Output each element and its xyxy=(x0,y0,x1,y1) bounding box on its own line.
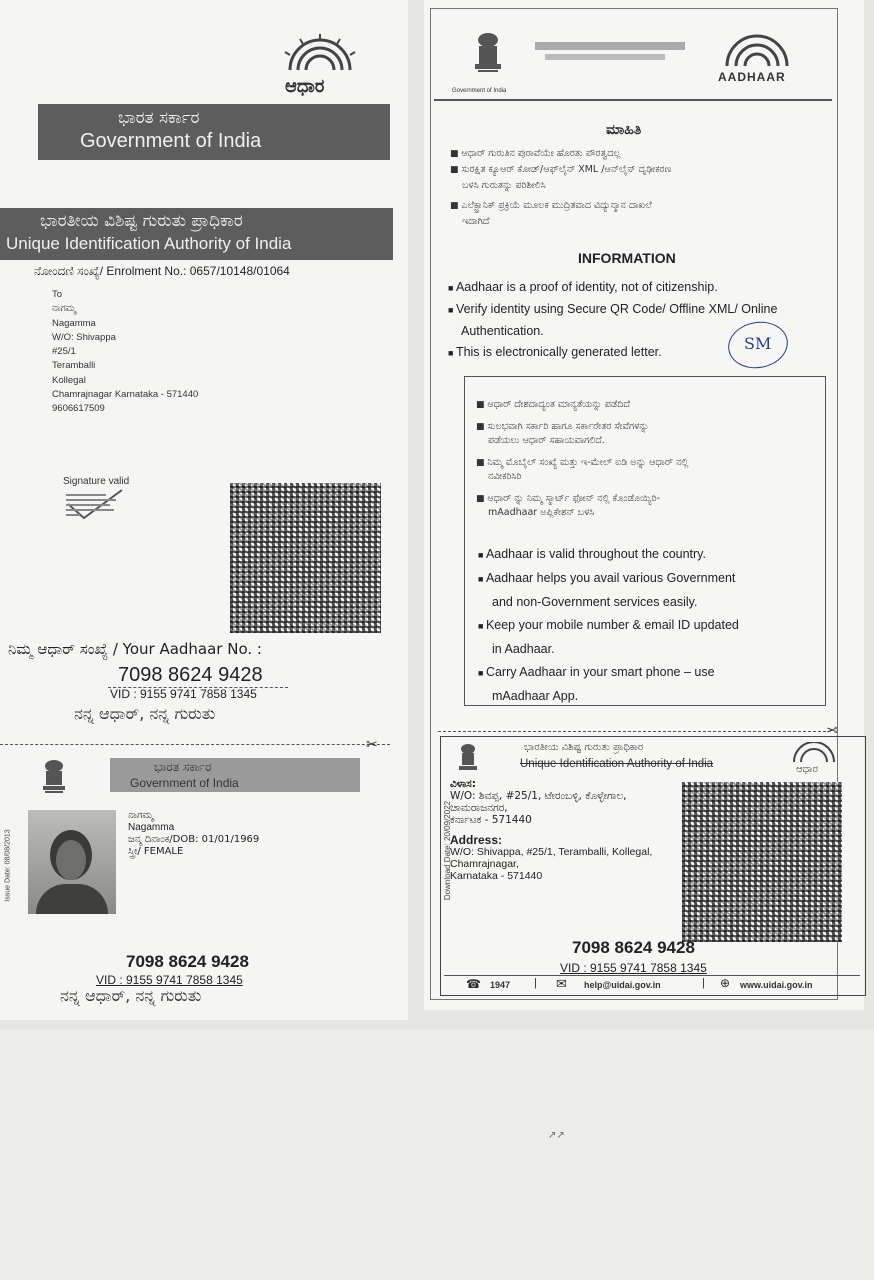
card-holder-details xyxy=(128,810,259,858)
qr-code-right xyxy=(682,782,842,942)
your-aadhaar-label: ನಿಮ್ಮ ಆಧಾರ್ ಸಂಖ್ಯೆ / Your Aadhaar No. : xyxy=(8,640,262,658)
card-back-address xyxy=(450,778,652,882)
footer-divider: | xyxy=(534,977,537,989)
aadhaar-number: 7098 8624 9428 xyxy=(118,664,263,686)
aadhaar-wordmark: AADHAAR xyxy=(718,70,786,84)
signature-check-icon xyxy=(62,488,142,522)
box-en-item: ■ Aadhaar helps you avail various Government xyxy=(478,567,739,591)
box-en-list xyxy=(478,543,739,708)
gov-kn: ಭಾರತ ಸರ್ಕಾರ xyxy=(118,108,200,128)
issue-date: Issue Date: 08/08/2013 xyxy=(4,829,12,902)
aadhaar-logo-icon xyxy=(270,30,370,80)
card-back-uidai-en: Unique Identification Authority of India xyxy=(520,758,714,770)
footer-divider: | xyxy=(702,977,705,989)
kn-info-item: ■ ಸುರಕ್ಷಿತ ಕ್ಯೂಆರ್ ಕೋಡ್/ಆಫ್‌ಲೈನ್ XML /ಆನ್‌ಲೈನ್ ದೃಢೀಕರಣ xyxy=(450,162,671,178)
uidai-kn: ಭಾರತೀಯ ವಿಶಿಷ್ಟ ಗುರುತು ಪ್ರಾಧಿಕಾರ xyxy=(40,211,243,231)
redacted-text xyxy=(545,54,665,60)
box-kn-item: ■ ಆಧಾರ್ ದೇಶದಾದ್ಯಂತ ಮಾನ್ಯತೆಯನ್ನು ಪಡೆದಿದೆ xyxy=(476,398,688,412)
addr-kn-label: ವಿಳಾಸ: xyxy=(450,778,476,790)
handwritten-initials-text: SM xyxy=(744,334,772,353)
box-kn-item: ■ ಆಧಾರ್ ನ್ನು ನಿಮ್ಮ ಸ್ಮಾರ್ಟ್ ಫೋನ್ ನಲ್ಲಿ ಕೊಂಡೊಯ್ಯಿರಿ- xyxy=(476,492,688,506)
address-line: Teramballi xyxy=(52,360,96,372)
addr-kn-line: W/O: ಶಿವಪ್ಪ, #25/1, ಟೇರಂಬಳ್ಳಿ, ಕೊಳ್ಳೇಗಾಲ, xyxy=(450,790,627,802)
kn-info-item: ■ ಆಧಾರ್ ಗುರುತಿನ ಪುರಾವೆಯೇ ಹೊರತು ಪೌರತ್ವದಲ್ಲ xyxy=(450,146,671,162)
name-kn: ನಾಗಮ್ಮ xyxy=(128,810,154,821)
card-back-uidai-kn: ಭಾರತೀಯ ವಿಶಿಷ್ಟ ಗುರುತು ಪ್ರಾಧಿಕಾರ xyxy=(524,742,644,753)
dob: ಜನ್ಮ ದಿನಾಂಕ/DOB: 01/01/1969 xyxy=(128,834,260,845)
phone-icon: ☎ xyxy=(466,977,481,991)
address-line: To xyxy=(52,289,63,300)
scissors-icon: ✂ xyxy=(366,736,378,752)
header-rule xyxy=(434,99,832,101)
name-en: Nagamma xyxy=(128,822,175,833)
box-kn-item: ■ ನಿಮ್ಮ ಮೊಬೈಲ್ ಸಂಖ್ಯೆ ಮತ್ತು ಇ-ಮೇಲ್ ಐಡಿ ಅನ್ನು ಆಧಾರ್ ನಲ್ಲಿ xyxy=(476,456,688,470)
card-front-gov-banner xyxy=(110,758,360,792)
emblem-icon xyxy=(457,742,479,774)
card-slogan: ನನ್ನ ಆಧಾರ್, ನನ್ನ ಗುರುತು xyxy=(60,986,202,1005)
info-item: Authentication. xyxy=(461,324,544,338)
cut-line-right xyxy=(438,731,826,732)
card-gov-kn: ಭಾರತ ಸರ್ಕಾರ xyxy=(154,760,212,774)
card-back-vid: VID : 9155 9741 7858 1345 xyxy=(560,961,707,975)
signature-label: Signature valid xyxy=(63,476,130,487)
box-en-item: ■ Carry Aadhaar in your smart phone – use xyxy=(478,661,739,685)
aadhaar-logo-icon xyxy=(712,24,802,72)
box-en-item: ■ Keep your mobile number & email ID updated xyxy=(478,614,739,638)
kn-info-list xyxy=(450,146,671,230)
box-kn-item: ■ ಸುಲಭವಾಗಿ ಸರ್ಕಾರಿ ಹಾಗೂ ಸರ್ಕಾರೇತರ ಸೇವೆಗಳನ್ನು xyxy=(476,420,688,434)
email-icon: ✉ xyxy=(556,976,567,991)
enrolment-number: ನೋಂದಣಿ ಸಂಖ್ಯೆ/ Enrolment No.: 0657/10148/01064 xyxy=(34,264,290,278)
addr-kn-line: ಕರ್ನಾಟಕ - 571440 xyxy=(450,814,532,826)
gender: ಸ್ತ್ರೀ/ FEMALE xyxy=(128,846,184,857)
addr-en-label: Address: xyxy=(450,833,503,847)
download-date: Download Date: 20/09/2022 xyxy=(443,800,453,901)
cut-line-left xyxy=(0,744,390,745)
emblem-icon xyxy=(40,758,68,796)
gov-banner xyxy=(38,104,390,160)
recipient-address xyxy=(52,288,198,417)
uidai-en: Unique Identification Authority of India xyxy=(6,234,292,253)
emblem-caption: Government of India xyxy=(452,88,507,94)
slogan: ನನ್ನ ಆಧಾರ್, ನನ್ನ ಗುರುತು xyxy=(74,704,216,723)
address-line: Chamrajnagar Karnataka - 571440 xyxy=(52,389,199,401)
address-line: Nagamma xyxy=(52,317,96,329)
mahiti-title: ಮಾಹಿತಿ xyxy=(606,122,642,138)
pen-mark: ↗↗ xyxy=(548,1130,565,1141)
information-title: INFORMATION xyxy=(578,250,676,266)
box-en-item: in Aadhaar. xyxy=(492,642,555,656)
kn-info-item: ■ ಎಲೆಕ್ಟ್ರಾನಿಕ್ ಪ್ರಕ್ರಿಯೆ ಮೂಲಕ ಮುದ್ರಿತವಾದ ವಿದ್ಯುನ್ಮಾನ ದಾಖಲೆ xyxy=(450,198,671,214)
kn-info-item: ಬಳಸಿ ಗುರುತನ್ನು ಪರಿಶೀಲಿಸಿ xyxy=(462,180,546,191)
info-item: ■ This is electronically generated letter. xyxy=(448,342,777,364)
gov-en: Government of India xyxy=(80,130,262,152)
blank-paper xyxy=(0,1030,874,1280)
addr-en-line: Chamrajnagar, xyxy=(450,858,519,870)
card-aadhaar-number: 7098 8624 9428 xyxy=(126,952,249,971)
redacted-text xyxy=(535,42,685,50)
box-en-item: ■ Aadhaar is valid throughout the country. xyxy=(478,543,739,567)
info-item: ■ Aadhaar is a proof of identity, not of citizenship. xyxy=(448,277,777,299)
aadhaar-logo-icon xyxy=(788,742,840,764)
qr-code-left xyxy=(230,483,381,633)
address-line: Kollegal xyxy=(52,374,86,386)
address-line: W/O: Shivappa xyxy=(52,331,116,343)
box-en-item: and non-Government services easily. xyxy=(492,595,698,609)
uidai-banner xyxy=(0,208,393,260)
globe-icon: ⊕ xyxy=(720,976,731,990)
addr-en-line: W/O: Shivappa, #25/1, Teramballi, Kollegal, xyxy=(450,846,653,858)
helpdesk-email: help@uidai.gov.in xyxy=(584,980,661,990)
kn-info-item: ಇದಾಗಿದೆ xyxy=(462,216,490,227)
vid-number: VID : 9155 9741 7858 1345 xyxy=(110,687,257,701)
address-line: 9606617509 xyxy=(52,403,105,415)
address-line: #25/1 xyxy=(52,346,76,358)
card-back-aadhaar-number: 7098 8624 9428 xyxy=(572,938,695,957)
website: www.uidai.gov.in xyxy=(740,980,813,990)
aadhaar-logo-text: ಆಧಾರ xyxy=(285,76,325,97)
box-kn-item: mAadhaar ಅಪ್ಲಿಕೇಶನ್ ಬಳಸಿ xyxy=(488,507,595,518)
addr-kn-line: ಚಾಮರಾಜನಗರ, xyxy=(450,802,508,814)
card-gov-en: Government of India xyxy=(130,776,239,790)
photo xyxy=(28,810,116,914)
card-vid: VID : 9155 9741 7858 1345 xyxy=(96,973,243,987)
addr-en-line: Karnataka - 571440 xyxy=(450,870,543,882)
address-line: ನಾಗಮ್ಮ xyxy=(52,303,77,315)
box-kn-list xyxy=(476,398,688,520)
box-en-item: mAadhaar App. xyxy=(492,689,579,703)
scissors-icon: ✂ xyxy=(826,722,838,738)
box-kn-item: ನವೀಕರಿಸಿರಿ xyxy=(488,471,522,482)
info-item: ■ Verify identity using Secure QR Code/ Offline XML/ Online xyxy=(448,299,777,321)
card-back-logo-text: ಆಧಾರ xyxy=(796,764,818,775)
footer-rule xyxy=(444,975,860,976)
emblem-icon xyxy=(472,30,504,76)
helpline-number: 1947 xyxy=(490,980,511,990)
box-kn-item: ಪಡೆಯಲು ಆಧಾರ್ ಸಹಾಯವಾಗಲಿದೆ. xyxy=(488,435,605,446)
